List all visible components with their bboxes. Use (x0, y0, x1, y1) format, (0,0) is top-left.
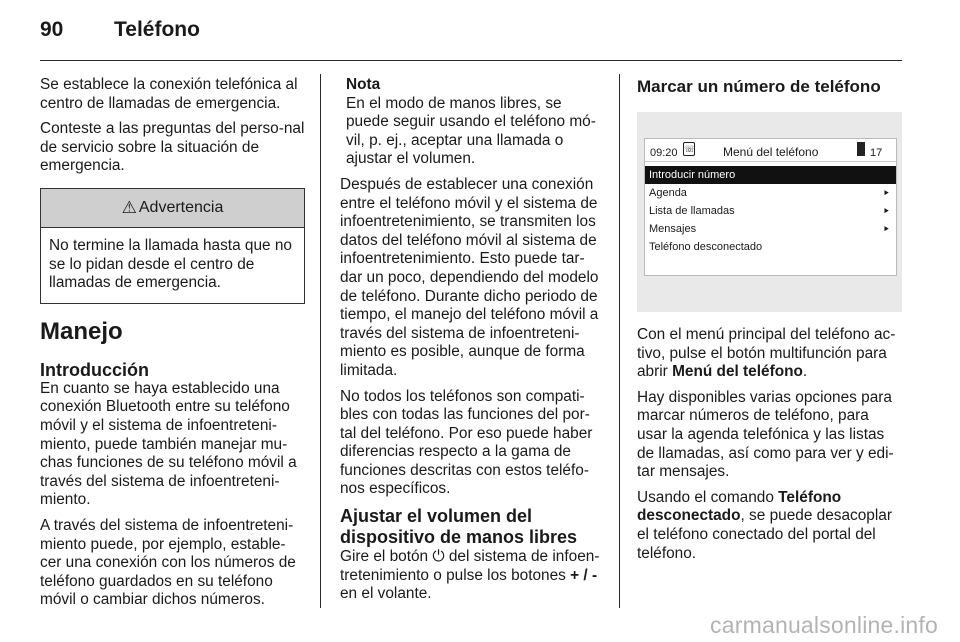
volume-buttons-label: + / - (570, 566, 598, 584)
chevron-right-icon: ⯈ (882, 188, 890, 198)
volume-text-part: del sistema de infoen-tretenimiento o pulse los botones (340, 548, 600, 584)
warning-body: No termine la llamada hasta que no se lo pidan desde el centro de llamadas de emergencia. (49, 236, 292, 292)
data-transfer-text: Después de establecer una conexión entre el teléfono móvil y el sistema de infoentretenimiento, se transmiten los datos del teléfono móvil al sistema de infoentretenimiento. Esto puede tar-dar un poco, dependiendo del modelo de teléfono. Durante dicho periodo de tiempo, el manejo del teléfono móvil a través del sistema de infoentreteni-miento es posible, aunque de forma limitada. (340, 175, 599, 379)
phone-menu-screenshot (637, 112, 902, 312)
menu-item-lista-de-llamadas[interactable] (645, 202, 896, 220)
chevron-right-icon: ⯈ (882, 224, 890, 234)
menu-item-label: Agenda (649, 187, 687, 199)
warning-box (40, 188, 305, 304)
display-status-bar (645, 139, 896, 162)
disconnect-text-part: Usando el comando (637, 488, 779, 506)
display-title: Menú del teléfono (723, 145, 819, 159)
menu-item-introducir-numero[interactable] (645, 166, 896, 184)
page-header (40, 18, 920, 48)
display-time: 09:20 (650, 147, 678, 159)
volume-subsection-title: Ajustar el volumen del dispositivo de manos libres (340, 506, 578, 548)
note-body: En el modo de manos libres, se puede seguir usando el teléfono mó-vil, p. ej., aceptar una llamada o ajustar el volumen. (346, 94, 596, 168)
column-3 (637, 76, 902, 570)
menu-item-label: Introducir número (649, 169, 736, 181)
chapter-title: Teléfono (114, 18, 200, 41)
menu-item-label: Teléfono desconectado (649, 241, 763, 253)
answer-questions-text: Conteste a las preguntas del perso-nal de servicio sobre la situación de emergencia. (40, 120, 305, 175)
volume-text-part: en el volante. (340, 585, 432, 603)
menu-item-label: Mensajes (649, 223, 697, 235)
column-1 (40, 76, 305, 617)
dial-number-title: Marcar un número de teléfono (637, 77, 881, 96)
display-temperature: 17 (870, 147, 883, 159)
infotainment-usage-text: A través del sistema de infoentreteni-miento puede, por ejemplo, estable-cer una conexión con los números de teléfono guardados en su teléfono móvil o cambiar dichos números. (40, 516, 296, 609)
page-number: 90 (40, 18, 64, 41)
power-knob-icon: ⏻ (432, 548, 445, 566)
emergency-connection-text: Se establece la conexión telefónica al centro de llamadas de emergencia. (40, 76, 298, 112)
volume-text (340, 548, 602, 604)
menu-item-label: Lista de llamadas (649, 205, 735, 217)
column-2 (340, 76, 602, 611)
column-divider-1 (320, 74, 321, 608)
note-title: Nota (346, 76, 381, 93)
open-menu-text (637, 326, 902, 382)
menu-item-telefono-desconectado[interactable] (645, 238, 896, 256)
disconnect-text (637, 489, 902, 563)
subsection-title: Introducción (40, 359, 149, 380)
header-rule (40, 60, 902, 61)
section-title: Manejo (40, 317, 123, 345)
warning-title: Advertencia (138, 198, 224, 216)
introduction-text: En cuanto se haya establecido una conexión Bluetooth entre su teléfono móvil y el sistema de infoentreteni-miento, puede también manejar mu-chas funciones de su teléfono móvil a través del sistema de infoentreteni-miento. (40, 379, 297, 509)
open-menu-text-part: . (802, 363, 808, 381)
dialing-options-text: Hay disponibles varias opciones para marcar números de teléfono, para usar la agenda telefónica y las listas de llamadas, así como para ver y edi-tar mensajes. (637, 388, 894, 481)
column-divider-2 (619, 74, 620, 608)
menu-item-agenda[interactable] (645, 184, 896, 202)
volume-text-part: Gire el botón (340, 548, 433, 566)
open-menu-text-part: Con el menú principal del teléfono ac-tivo, pulse el botón multifunción para abrir (637, 326, 896, 381)
note-box (346, 76, 602, 169)
warning-triangle-icon: ⚠ (121, 197, 137, 217)
signal-strength-icon (857, 142, 865, 156)
warning-header (41, 189, 304, 228)
menu-item-mensajes[interactable] (645, 220, 896, 238)
compatibility-text: No todos los teléfonos son compati-bles con todas las funciones del por-tal del teléfono. Por eso puede haber diferencias respecto a la gama de funciones descritas con estos teléfo-nos específicos. (340, 387, 593, 498)
phone-icon: ☏ (684, 144, 696, 154)
chevron-right-icon: ⯈ (882, 206, 890, 216)
disconnect-text-part: , se puede desacoplar el teléfono conectado del portal del teléfono. (637, 507, 892, 562)
watermark: carmanualsonline.info (710, 612, 938, 638)
phone-menu-term: Menú del teléfono (672, 363, 803, 381)
infotainment-display (644, 138, 897, 276)
disconnect-term: Teléfono desconectado (637, 488, 842, 525)
